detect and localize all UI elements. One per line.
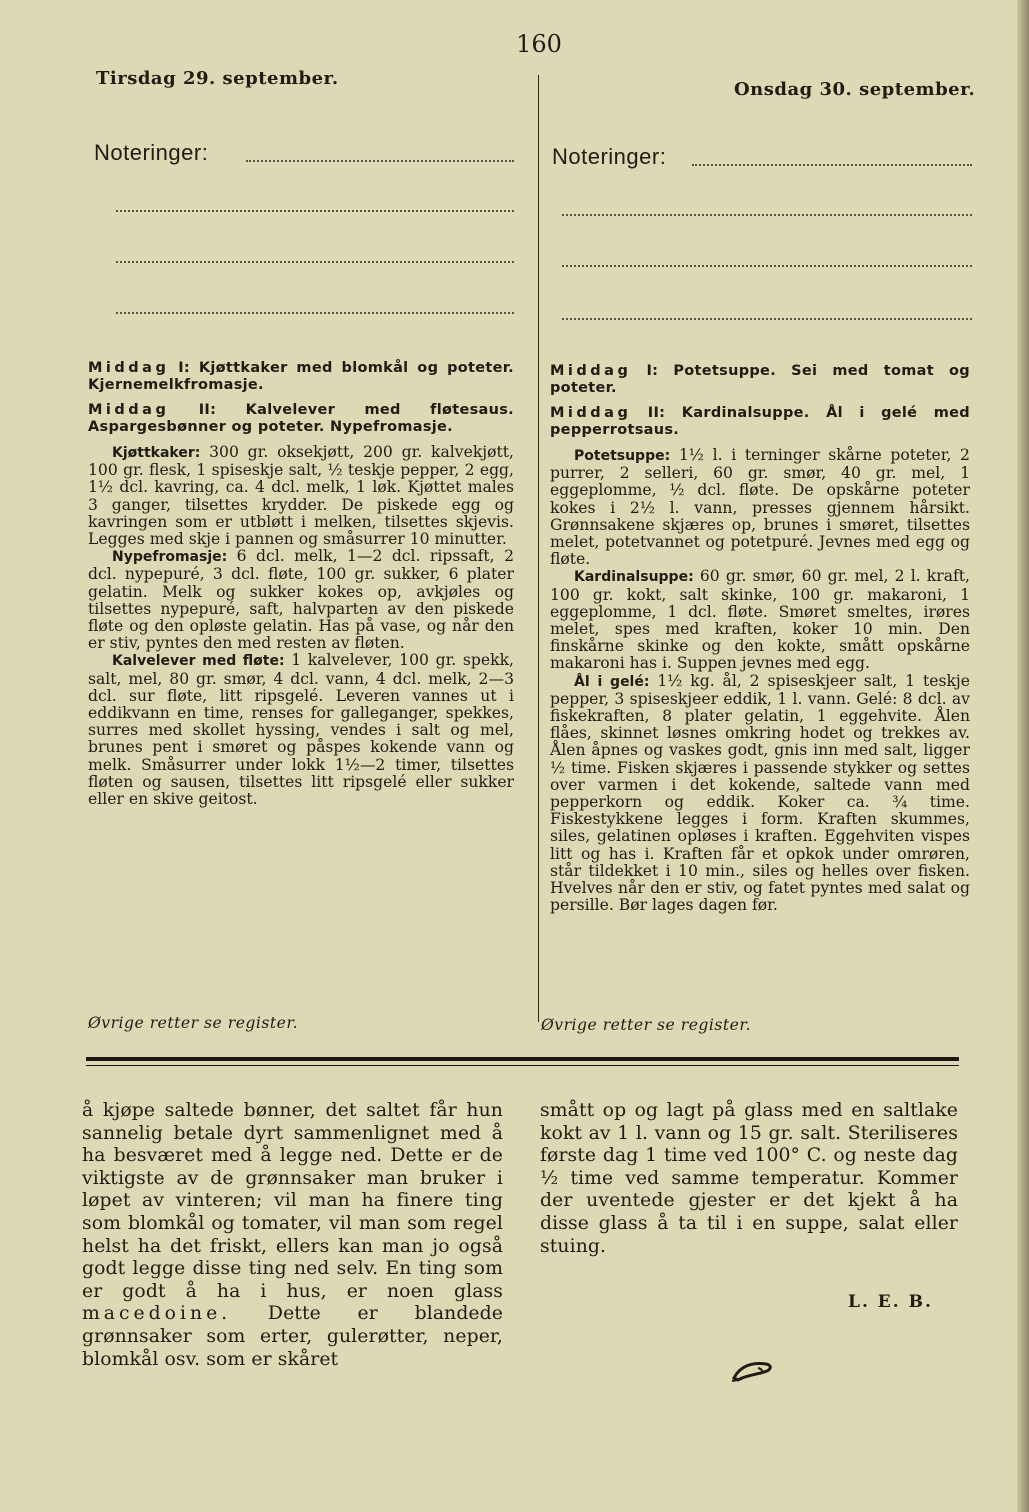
recipe-kardinalsuppe: Kardinalsuppe: 60 gr. smør, 60 gr. mel, 2 l. kraft, 100 gr. kokt, salt skinke, 100 gr. makaroni, 1 eggeplomme, 1 dcl. fløte. Smøret smeltes, irøres melet, spes med kraften, koker 10 min. Den finskårne skinke og den kokte, smått opskårne makaroni has i. Suppen jevnes med egg. bbox=[550, 567, 970, 673]
recipe-potetsuppe: Potetsuppe: 1½ l. i terninger skårne poteter, 2 purrer, 2 selleri, 60 gr. smør, 40 gr. mel, 1 eggeplomme, ½ dcl. fløte. De opskårne poteter kokes i 2½ l. vann, presses gjennem hårsikt. Grønnsakene skjæres op, brunes i smøret, tilsettes melet, potetvannet og potetpuré. Jevnes med egg og fløte. bbox=[550, 446, 970, 569]
right-notes-line[interactable] bbox=[562, 214, 972, 216]
right-notes-line[interactable] bbox=[562, 265, 972, 267]
left-notes-line[interactable] bbox=[116, 312, 514, 314]
recipe-kjottkaker: Kjøttkaker: 300 gr. oksekjøtt, 200 gr. kalvekjøtt, 100 gr. flesk, 1 spiseskje salt, ½ teskje pepper, 2 egg, 1½ dcl. kavring, ca. 4 dcl. melk, 1 løk. Kjøttet males 3 ganger, tilsettes krydder. De piskede egg og kavringen som er utbløtt i melken, tilsettes skjevis. Legges med skje i pannen og småsurrer 10 minutter. bbox=[88, 443, 514, 549]
left-middag-2: Middag II: Kalvelever med fløtesaus. Aspargesbønner og poteter. Nypefromasje. bbox=[88, 402, 514, 435]
recipe-nypefromasje: Nypefromasje: 6 dcl. melk, 1—2 dcl. ripssaft, 2 dcl. nypepuré, 3 dcl. fløte, 100 gr. sukker, 6 plater gelatin. Melk og sukker kokes op, avkjøles og tilsettes nypepuré, saft, halvparten av den piskede fløte og den opløste gelatin. Has på vase, og når den er stiv, pyntes den med resten av fløten. bbox=[88, 547, 514, 653]
essay-left: å kjøpe saltede bønner, det saltet får hun sannelig betale dyrt sammenlignet med å ha besværet med å legge ned. Dette er de viktigste av de grønnsaker man bruker i løpet av vinteren; vil man ha finere ting som blomkål og tomater, vil man som regel helst ha det friskt, ellers kan man jo også godt legge disse ting ned selv. En ting som er godt å ha i hus, er noen glass macedoine. Dette er blandede grønnsaker som erter, gulerøtter, neper, blomkål osv. som er skåret bbox=[82, 1100, 503, 1370]
right-column bbox=[550, 363, 970, 914]
right-other-dishes: Øvrige retter se register. bbox=[541, 1016, 752, 1034]
section-rule-thin bbox=[86, 1065, 959, 1066]
right-notes-line[interactable] bbox=[562, 318, 972, 320]
left-middag-1: Middag I: Kjøttkaker med blomkål og poteter. Kjernemelkfromasje. bbox=[88, 360, 514, 393]
ornament-icon bbox=[730, 1360, 774, 1384]
left-column bbox=[88, 360, 514, 808]
right-notes-label: Noteringer: bbox=[552, 144, 667, 169]
middag-word: Middag bbox=[550, 405, 632, 421]
right-middag-1: Middag I: Potetsuppe. Sei med tomat og poteter. bbox=[550, 363, 970, 396]
essay-right: smått op og lagt på glass med en saltlake kokt av 1 l. vann og 15 gr. salt. Steriliseres første dag 1 time ved 100° C. og neste dag ½ time ved samme temperatur. Kommer der uventede gjester er det kjekt å ha disse glass å ta til i en suppe, salat eller stuing. bbox=[540, 1100, 958, 1257]
recipe-kalvelever: Kalvelever med fløte: 1 kalvelever, 100 gr. spekk, salt, mel, 80 gr. smør, 4 dcl. vann, 4 dcl. melk, 2—3 dcl. sur fløte, litt ripsgelé. Leveren vannes ut i eddikvann en time, renses for galleganger, spekkes, surres med skollet hyssing, vendes i salt og mel, brunes pent i smøret og påspes kokende vann og melk. Småsurrer under lokk 1½—2 timer, tilsettes fløten og sausen, tilsettes litt ripsgelé eller sukker eller en skive geitost. bbox=[88, 651, 514, 809]
left-notes-line[interactable] bbox=[116, 210, 514, 212]
left-notes-line[interactable] bbox=[246, 160, 514, 162]
column-divider bbox=[538, 75, 539, 1022]
left-other-dishes: Øvrige retter se register. bbox=[88, 1014, 299, 1032]
page-binding-edge bbox=[1017, 0, 1029, 1512]
right-notes-line[interactable] bbox=[692, 164, 972, 166]
recipe-al-i-gele: Ål i gelé: 1½ kg. ål, 2 spiseskjeer salt, 1 teskje pepper, 3 spiseskjeer eddik, 1 l. vann. Gelé: 8 dcl. av fiskekraften, 8 plater gelatin, 1 eggehvite. Ålen flåes, skinnet løsnes omkring hodet og trekkes av. Ålen åpnes og vaskes godt, gnis inn med salt, ligger ½ time. Fisken skjæres i passende stykker og settes over varmen i det kokende, saltede vann med pepperkorn og eddik. Koker ca. ¾ time. Fiskestykkene legges i form. Kraften skummes, siles, gelatinen opløses i kraften. Eggehviten vispes litt og has i. Kraften får et opkok under omrøren, står tildekket i 10 min., siles og helles over fisken. Hvelves når den er stiv, og fatet pyntes med salat og persille. Bør lages dagen før. bbox=[550, 671, 970, 915]
middag-word: Middag bbox=[550, 363, 632, 379]
author-signature: L. E. B. bbox=[848, 1292, 933, 1312]
left-notes-label: Noteringer: bbox=[94, 140, 209, 165]
right-middag-2: Middag II: Kardinalsuppe. Ål i gelé med pepperrotsaus. bbox=[550, 405, 970, 438]
left-day-header: Tirsdag 29. september. bbox=[96, 68, 339, 89]
middag-word: Middag bbox=[88, 360, 170, 376]
left-notes-line[interactable] bbox=[116, 261, 514, 263]
right-day-header: Onsdag 30. september. bbox=[734, 79, 976, 100]
middag-word: Middag bbox=[88, 402, 170, 418]
page-number: 160 bbox=[516, 30, 562, 58]
section-rule-thick bbox=[86, 1057, 959, 1061]
macedoine-spaced: macedoine. bbox=[82, 1303, 232, 1325]
